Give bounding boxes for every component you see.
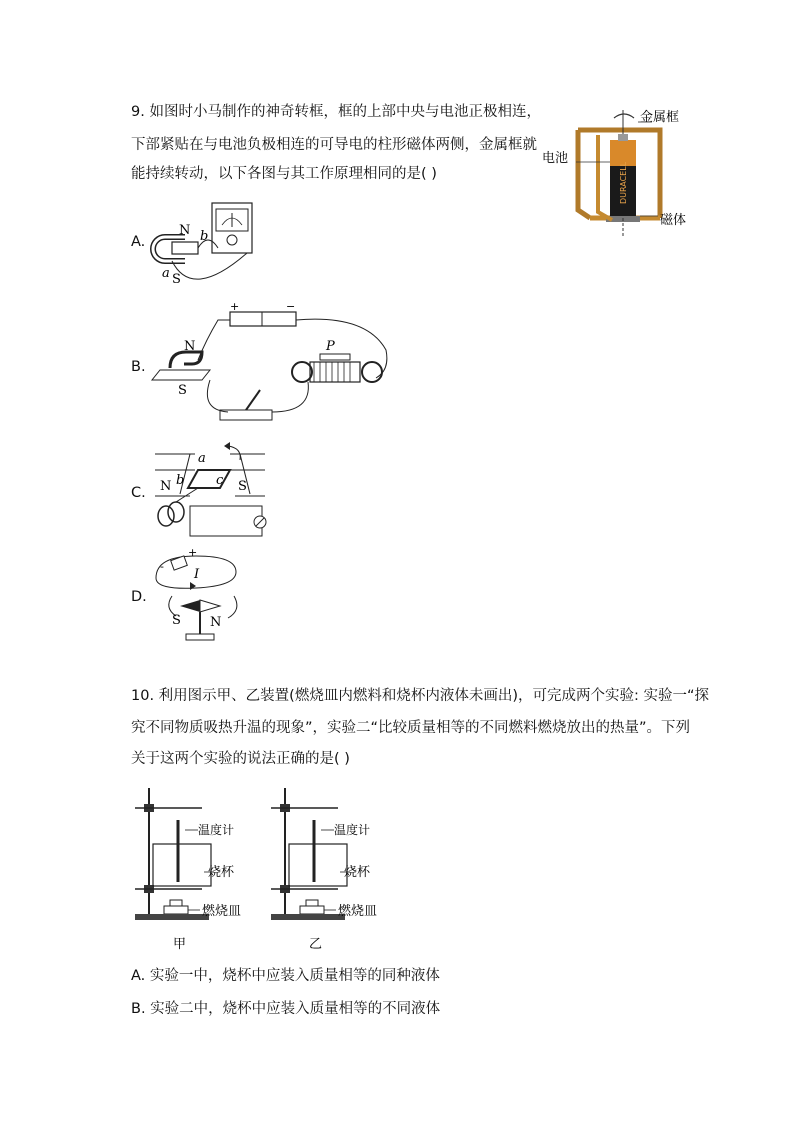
mark-d-s: S: [172, 613, 181, 628]
q9-option-a-label: A.: [131, 234, 146, 250]
caption-yi: 乙: [309, 937, 323, 952]
mark-d-i: I: [194, 567, 200, 582]
q10-text-line1: 10. 利用图示甲、乙装置(燃烧皿内燃料和烧杯内液体未画出)，可完成两个实验: 实验一“探: [131, 688, 709, 704]
mark-a-n: N: [179, 223, 191, 238]
mark-a-a: a: [162, 266, 170, 281]
apparatus-yi: [266, 786, 396, 956]
mark-c-n: N: [160, 479, 172, 494]
rotating-frame-figure: [540, 100, 700, 240]
caption-jia: 甲: [173, 937, 187, 952]
mark-b-s: S: [178, 383, 187, 398]
q9-text-line1: 9. 如图时小马制作的神奇转框，框的上部中央与电池正极相连，: [131, 104, 541, 120]
option-d-figure: [150, 548, 240, 646]
burner-dish: [164, 900, 188, 914]
q10-text-line3: 关于这两个实验的说法正确的是( ): [131, 751, 350, 767]
mark-c-b: b: [176, 473, 185, 488]
beaker: [153, 844, 211, 886]
rotation-arrow-icon: [614, 114, 634, 118]
q10-text-line2: 究不同物质吸热升温的现象”，实验二“比较质量相等的不同燃料燃烧放出的热量”。下列: [131, 720, 691, 736]
battery-brand: DURACELL: [619, 161, 628, 204]
q9-text-line3: 能持续转动，以下各图与其工作原理相同的是( ): [131, 166, 437, 182]
q9-option-d-label: D.: [131, 589, 147, 605]
mark-a-b: b: [200, 229, 209, 244]
mark-a-s: S: [172, 272, 181, 287]
label-magnet: 磁体: [660, 213, 687, 228]
label-burner-yi: 燃烧皿: [338, 904, 378, 919]
mark-c-a: a: [198, 451, 206, 466]
mark-b-plus: +: [230, 300, 240, 313]
label-beaker-jia: 烧杯: [208, 865, 235, 880]
option-a-figure: [150, 195, 260, 287]
label-thermometer-yi: 温度计: [334, 823, 371, 837]
label-metal-frame: 金属框: [640, 110, 680, 125]
current-arrow-icon: [190, 582, 196, 590]
q9-option-c-label: C.: [131, 485, 146, 501]
mark-b-minus: −: [286, 300, 296, 313]
option-c-figure: [150, 440, 275, 542]
label-battery: 电池: [542, 151, 569, 166]
label-beaker-yi: 烧杯: [344, 865, 371, 880]
q9-text-line2: 下部紧贴在与电池负极相连的可导电的柱形磁体两侧，金属框就: [131, 137, 537, 153]
apparatus-jia: [130, 786, 260, 956]
mark-d-n: N: [210, 615, 222, 630]
coil-abcd: [188, 470, 230, 488]
label-thermometer-jia: 温度计: [198, 823, 235, 837]
burner-dish: [300, 900, 324, 914]
battery-pack: [230, 312, 296, 326]
q10-option-b: B. 实验二中，烧杯中应装入质量相等的不同液体: [131, 1001, 441, 1017]
rotation-arrow-icon: [224, 442, 230, 450]
option-b-figure: [150, 300, 395, 430]
mark-d-plus: +: [188, 548, 198, 559]
mark-c-c: c: [216, 473, 224, 488]
battery-cell: [171, 556, 188, 570]
mark-d-minus: -: [160, 560, 164, 573]
rheostat: [310, 362, 360, 382]
beaker: [289, 844, 347, 886]
mark-b-p: P: [326, 339, 335, 354]
q10-option-a: A. 实验一中，烧杯中应装入质量相等的同种液体: [131, 968, 440, 984]
label-burner-jia: 燃烧皿: [202, 904, 242, 919]
mark-b-n: N: [184, 339, 196, 354]
q9-option-b-label: B.: [131, 359, 146, 375]
mark-c-s: S: [238, 479, 247, 494]
